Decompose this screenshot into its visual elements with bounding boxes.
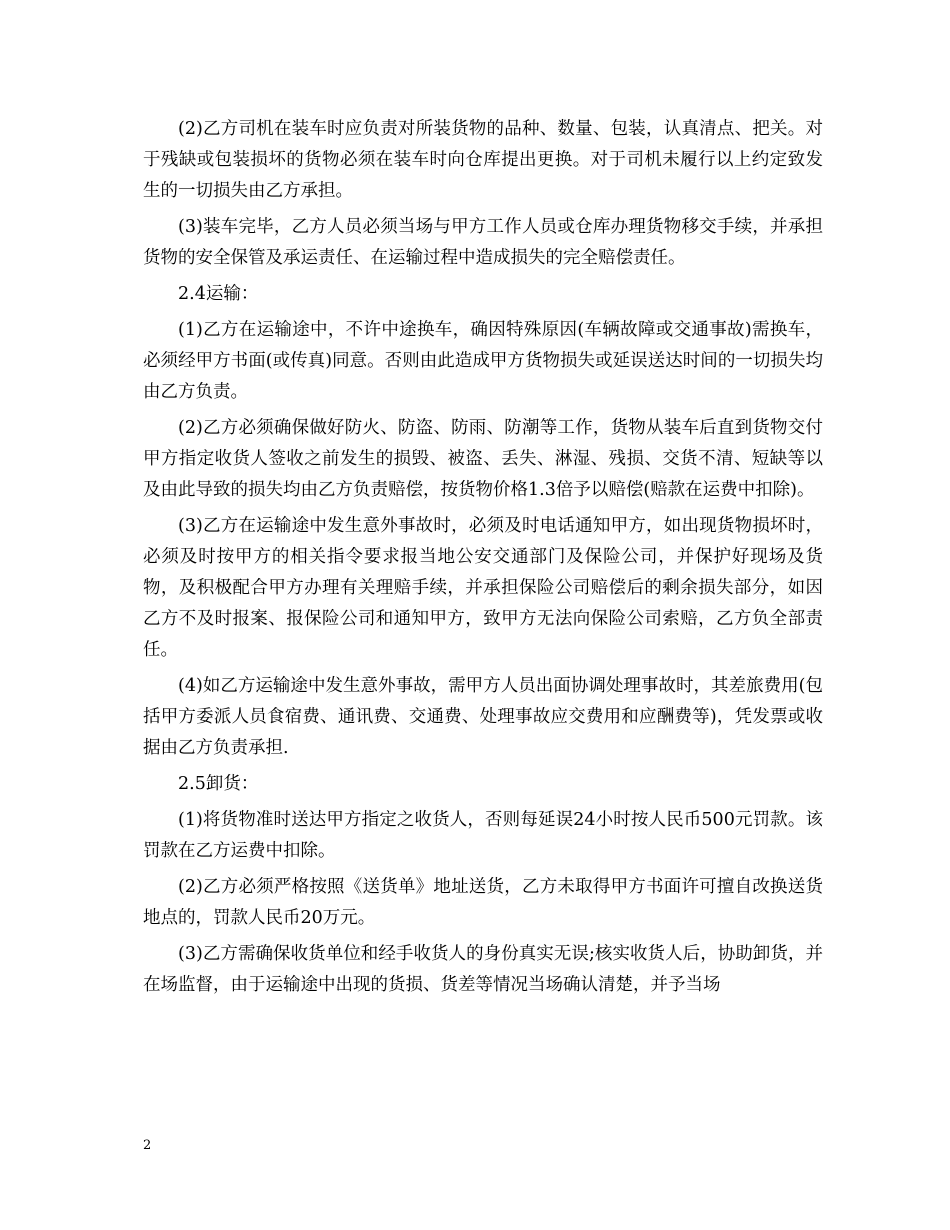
paragraph-loading-check: (2)乙方司机在装车时应负责对所装货物的品种、数量、包装，认真清点、把关。对于残缺或包装损坏的货物必须在装车时向仓库提出更换。对于司机未履行以上约定致发生的一切损失由乙方承担。 bbox=[143, 119, 823, 201]
paragraph-unloading-delay: (1)将货物准时送达甲方指定之收货人，否则每延误24小时按人民币500元罚款。该罚款在乙方运费中扣除。 bbox=[143, 810, 823, 861]
paragraph-transport-accident: (3)乙方在运输途中发生意外事故时，必须及时电话通知甲方，如出现货物损坏时，必须及时按甲方的相关指令要求报当地公安交通部门及保险公司，并保护好现场及货物，及积极配合甲方办理有关理赔手续，并承担保险公司赔偿后的剩余损失部分，如因乙方不及时报案、报保险公司和通知甲方，致甲方无法向保险公司索赔，乙方负全部责任。 bbox=[143, 516, 823, 660]
page-number: 2 bbox=[143, 1138, 152, 1153]
paragraph-unloading-identity: (3)乙方需确保收货单位和经手收货人的身份真实无误;核实收货人后，协助卸货，并在场监督，由于运输途中出现的货损、货差等情况当场确认清楚，并予当场 bbox=[143, 944, 823, 995]
document-body bbox=[143, 114, 823, 1006]
paragraph-transport-safety: (2)乙方必须确保做好防火、防盗、防雨、防潮等工作，货物从装车后直到货物交付甲方指定收货人签收之前发生的损毁、被盗、丢失、淋湿、残损、交货不清、短缺等以及由此导致的损失均由乙方负责赔偿，按货物价格1.3倍予以赔偿(赔款在运费中扣除)。 bbox=[143, 418, 823, 500]
paragraph-transport-expenses: (4)如乙方运输途中发生意外事故，需甲方人员出面协调处理事故时，其差旅费用(包括甲方委派人员食宿费、通讯费、交通费、处理事故应交费用和应酬费等)，凭发票或收据由乙方负责承担. bbox=[143, 676, 823, 758]
section-heading-unloading: 2.5卸货： bbox=[178, 774, 259, 794]
section-heading-transport: 2.4运输： bbox=[178, 284, 259, 304]
paragraph-loading-handover: (3)装车完毕，乙方人员必须当场与甲方工作人员或仓库办理货物移交手续，并承担货物的安全保管及承运责任、在运输过程中造成损失的完全赔偿责任。 bbox=[143, 217, 823, 268]
paragraph-unloading-address: (2)乙方必须严格按照《送货单》地址送货，乙方未取得甲方书面许可擅自改换送货地点的，罚款人民币20万元。 bbox=[143, 877, 823, 928]
paragraph-transport-vehicle: (1)乙方在运输途中，不许中途换车，确因特殊原因(车辆故障或交通事故)需换车，必须经甲方书面(或传真)同意。否则由此造成甲方货物损失或延误送达时间的一切损失均由乙方负责。 bbox=[143, 320, 823, 402]
